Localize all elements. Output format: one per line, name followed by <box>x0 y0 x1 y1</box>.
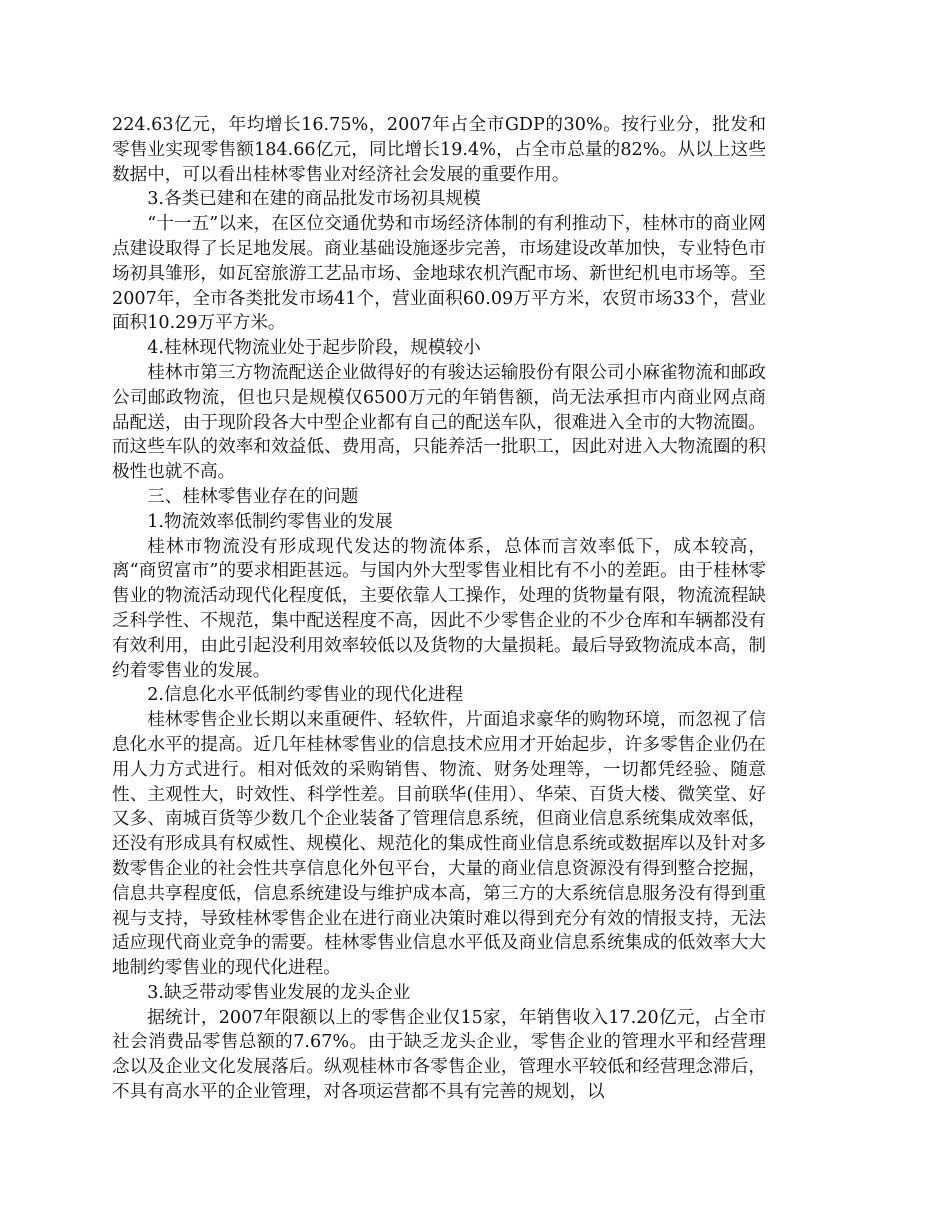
paragraph-wholesale-markets: “十一五”以来，在区位交通优势和市场经济体制的有利推动下，桂林市的商业网点建设取得了长足地发展。商业基础设施逐步完善，市场建设改革加快，专业特色市场初具雏形，如瓦窑旅游工艺品市场、金地球农机汽配市场、新世纪机电市场等。至2007年，全市各类批发市场41个，营业面积60.09万平方米，农贸市场33个，营业面积10.29万平方米。 <box>112 214 766 334</box>
heading-informatization: 2.信息化水平低制约零售业的现代化进程 <box>147 685 464 706</box>
heading-modern-logistics: 4.桂林现代物流业处于起步阶段，规模较小 <box>147 338 481 359</box>
paragraph-modern-logistics: 桂林市第三方物流配送企业做得好的有骏达运输股份有限公司小麻雀物流和邮政公司邮政物流，但也只是规模仅6500万元的年销售额，尚无法承担市内商业网点商品配送，由于现阶段各大中型企业都有自己的配送车队，很难进入全市的大物流圈。而这些车队的效率和效益低、费用高，只能养活一批职工，因此对进入大物流圈的积极性也就不高。 <box>112 362 766 483</box>
document-body <box>112 113 766 1105</box>
heading-wholesale-markets: 3.各类已建和在建的商品批发市场初具规模 <box>147 189 481 210</box>
heading-leading-enterprises: 3.缺乏带动零售业发展的龙头企业 <box>147 982 411 1003</box>
paragraph-informatization: 桂林零售企业长期以来重硬件、轻软件，片面追求豪华的购物环境，而忽视了信息化水平的提高。近几年桂林零售业的信息技术应用才开始起步，许多零售企业仍在用人力方式进行。相对低效的采购销售、物流、财务处理等，一切都凭经验、随意性、主观性大，时效性、科学性差。目前联华(佳用）、华荣、百货大楼、微笑堂、好又多、南城百货等少数几个企业装备了管理信息系统，但商业信息系统集成效率低，还没有形成具有权威性、规模化、规范化的集成性商业信息系统或数据库以及针对多数零售企业的社会性共享信息化外包平台，大量的商业信息资源没有得到整合挖掘，信息共享程度低，信息系统建设与维护成本高，第三方的大系统信息服务没有得到重视与支持，导致桂林零售企业在进行商业决策时难以得到充分有效的情报支持，无法适应现代商业竞争的需要。桂林零售业信息水平低及商业信息系统集成的低效率大大地制约零售业的现代化进程。 <box>112 710 766 979</box>
paragraph-leading-enterprises: 据统计，2007年限额以上的零售企业仅15家，年销售收入17.20亿元，占全市社会消费品零售总额的7.67%。由于缺乏龙头企业，零售企业的管理水平和经营理念以及企业文化发展落后。纵观桂林市各零售企业，管理水平较低和经营理念滞后，不具有高水平的企业管理，对各项运营都不具有完善的规划，以 <box>112 1007 766 1103</box>
section-heading-problems: 三、桂林零售业存在的问题 <box>147 486 359 507</box>
heading-logistics-efficiency: 1.物流效率低制约零售业的发展 <box>147 511 393 532</box>
paragraph-retail-statistics: 224.63亿元，年均增长16.75%，2007年占全市GDP的30%。按行业分，批发和零售业实现零售额184.66亿元，同比增长19.4%，占全市总量的82%。从以上这些数据中，可以看出桂林零售业对经济社会发展的重要作用。 <box>112 115 766 185</box>
paragraph-logistics-efficiency: 桂林市物流没有形成现代发达的物流体系，总体而言效率低下，成本较高，离“商贸富市”的要求相距甚远。与国内外大型零售业相比有不小的差距。由于桂林零售业的物流活动现代化程度低，主要依靠人工操作，处理的货物量有限，物流流程缺乏科学性、不规范，集中配送程度不高，因此不少零售企业的不少仓库和车辆都没有有效利用，由此引起没利用效率较低以及货物的大量损耗。最后导致物流成本高，制约着零售业的发展。 <box>112 536 766 681</box>
